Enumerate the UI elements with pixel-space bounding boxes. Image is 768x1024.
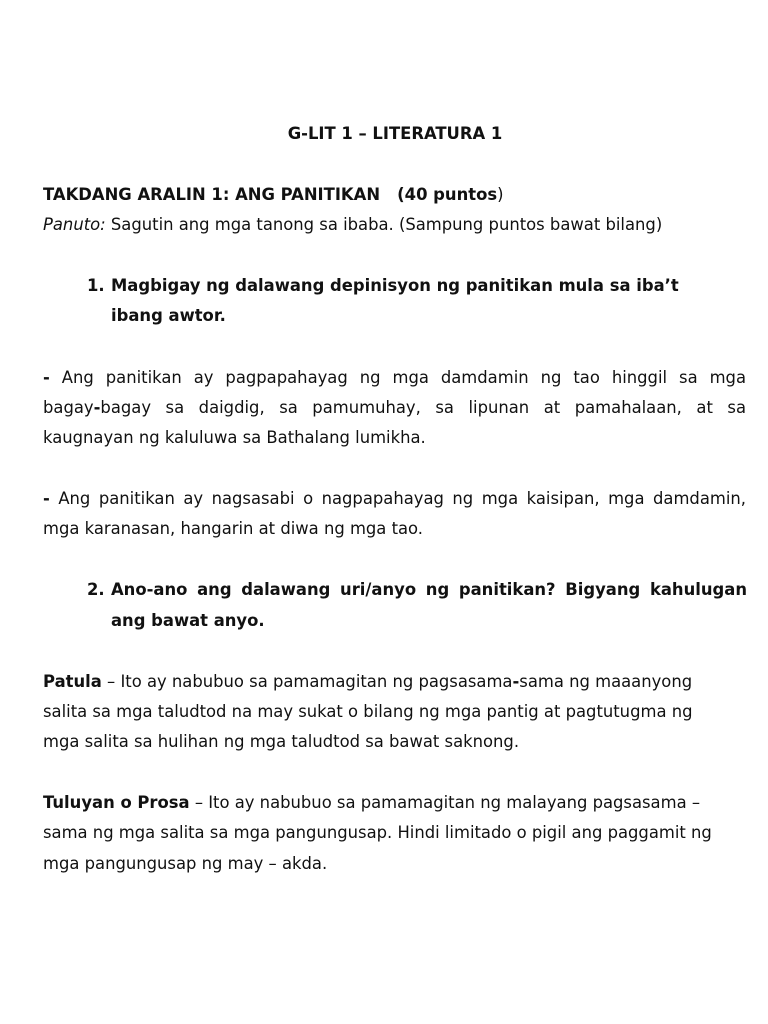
patula-line-3: mga salita sa hulihan ng mga taludtod sa bawat saknong. (43, 732, 520, 751)
question-1-line-1: Magbigay ng dalawang depinisyon ng panitikan mula sa iba’t (111, 276, 679, 295)
tuluyan-line-1: Tuluyan o Prosa – Ito ay nabubuo sa pamamagitan ng malayang pagsasama – (43, 793, 701, 812)
tuluyan-line-3: mga pangungusap ng may – akda. (43, 854, 328, 873)
tuluyan-line-2: sama ng mga salita sa mga pangungusap. Hindi limitado o pigil ang paggamit ng (43, 823, 712, 842)
patula-line-1: Patula – Ito ay nabubuo sa pamamagitan ng pagsasama-sama ng maaanyong (43, 672, 693, 691)
instruction-text: Sagutin ang mga tanong sa ibaba. (Sampung puntos bawat bilang) (105, 215, 663, 234)
question-2-line-1: Ano-ano ang dalawang uri/anyo ng panitikan? Bigyang kahulugan (111, 580, 747, 599)
tuluyan-term: Tuluyan o Prosa (43, 793, 190, 812)
question-1-line-2: ibang awtor. (111, 306, 226, 325)
patula-term: Patula (43, 672, 102, 691)
document-title: G-LIT 1 – LITERATURA 1 (287, 124, 503, 143)
assignment-heading: TAKDANG ARALIN 1: ANG PANITIKAN (40 puntos) (43, 185, 504, 204)
patula-line-2: salita sa mga taludtod na may sukat o bilang ng mga pantig at pagtutugma ng (43, 702, 693, 721)
answer-1a-line-3: kaugnayan ng kaluluwa sa Bathalang lumikha. (43, 428, 426, 447)
answer-1a-line-2: bagay-bagay sa daigdig, sa pamumuhay, sa lipunan at pamahalaan, at sa (43, 398, 746, 417)
instruction-label: Panuto: (43, 215, 106, 234)
question-2-number: 2. (87, 580, 105, 599)
question-1-number: 1. (87, 276, 105, 295)
answer-1b-line-1: - Ang panitikan ay nagsasabi o nagpapahayag ng mga kaisipan, mga damdamin, (43, 489, 746, 508)
instruction (43, 215, 746, 235)
answer-1a-line-1: - Ang panitikan ay pagpapahayag ng mga damdamin ng tao hinggil sa mga (43, 368, 746, 387)
answer-1b-line-2: mga karanasan, hangarin at diwa ng mga tao. (43, 519, 423, 538)
question-2-line-2: ang bawat anyo. (111, 611, 265, 630)
